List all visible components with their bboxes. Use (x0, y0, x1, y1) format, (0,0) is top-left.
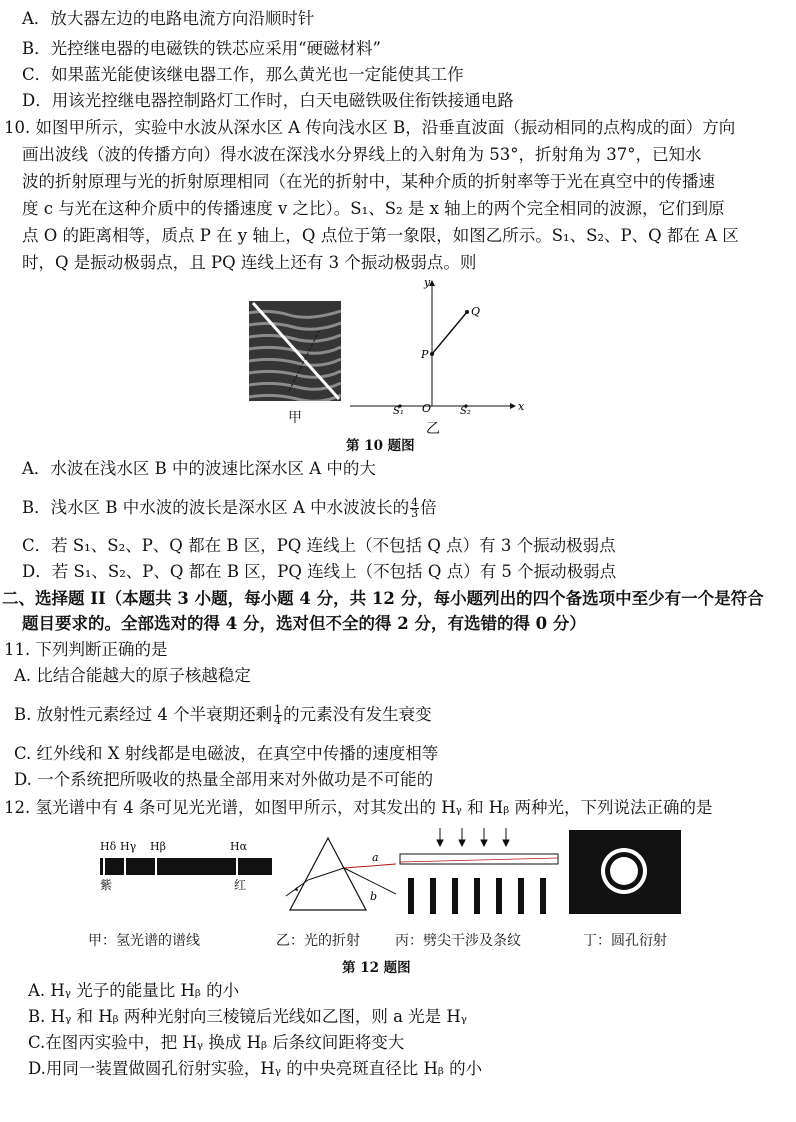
q10-option-a: A．水波在浅水区 B 中的波速比深水区 A 中的大 (22, 459, 376, 478)
central-bright-spot (610, 857, 638, 885)
circular-diffraction-figure (569, 830, 681, 914)
fig12-subcaption-bing: 丙：劈尖干涉及条纹 (395, 933, 521, 949)
fig10-caption: 第 10 题图 (346, 438, 415, 454)
fig12-subcaption-yi: 乙：光的折射 (276, 933, 360, 949)
fraction-four-thirds (410, 498, 419, 519)
q10-stem-line-4: 度 c 与光在这种介质中的传播速度 v 之比）。S₁、S₂ 是 x 轴上的两个完全相同的波源，它们到原 (22, 199, 725, 218)
fraction-numerator: 1 (274, 703, 282, 716)
q10-option-d: D．若 S₁、S₂、P、Q 都在 B 区，PQ 连线上（不包括 Q 点）有 5 个振动极弱点 (22, 562, 617, 581)
q12-option-a: A. Hᵧ 光子的能量比 Hᵦ 的小 (28, 981, 240, 1000)
y-axis-label: y (424, 276, 431, 289)
fig12-subcaption-ding: 丁：圆孔衍射 (583, 933, 667, 949)
water-wave-image (249, 301, 341, 401)
ray-a-label: a (372, 851, 379, 864)
q10-stem-line-1: 10. 如图甲所示，实验中水波从深水区 A 传向浅水区 B，沿垂直波面（振动相同的点构成的面）方向 (4, 118, 736, 137)
wedge-gap (400, 858, 558, 862)
q11-option-b-suffix: 的元素没有发生衰变 (283, 705, 432, 724)
fraction-denominator: 4 (274, 714, 282, 727)
hydrogen-spectrum-figure (100, 840, 272, 890)
point-q (465, 310, 469, 314)
x-axis-arrow (510, 403, 516, 409)
s1-label: S₁ (393, 406, 404, 417)
s2-label: S₂ (460, 406, 471, 417)
fig10-label-yi: 乙 (426, 421, 440, 437)
prism-refraction-figure (284, 834, 396, 914)
h-delta-label: Hδ (100, 840, 117, 853)
q9-option-c: C．如果蓝光能使该继电器工作，那么黄光也一定能使其工作 (22, 65, 464, 84)
refracted-ray (308, 868, 344, 880)
fraction-denominator: 3 (411, 507, 419, 520)
wedge-interference-figure (396, 826, 562, 918)
q-label: Q (471, 305, 481, 318)
q9-option-a: A．放大器左边的电路电流方向沿顺时针 (22, 9, 315, 28)
q10-stem-line-3: 波的折射原理与光的折射原理相同（在光的折射中，某种介质的折射率等于光在真空中的传播速 (22, 172, 715, 191)
q10-option-b-text: B．浅水区 B 中水波的波长是深水区 A 中水波波长的 (22, 498, 410, 517)
h-beta-label: Hβ (150, 840, 166, 853)
h-alpha-label: Hα (230, 840, 248, 853)
h-gamma-line (124, 858, 126, 875)
q11-option-c: C. 红外线和 X 射线都是电磁波，在真空中传播的速度相等 (14, 744, 439, 763)
q11-option-d: D. 一个系统把所吸收的热量全部用来对外做功是不可能的 (14, 770, 434, 789)
q10-stem-line-5: 点 O 的距离相等，质点 P 在 y 轴上，Q 点位于第一象限，如图乙所示。S₁、S₂、P、Q 都在 A 区 (22, 226, 739, 245)
fraction-numerator: 4 (411, 496, 419, 509)
interference-fringes (408, 878, 546, 914)
q12-option-b: B. Hᵧ 和 Hᵦ 两种光射向三棱镜后光线如乙图，则 a 光是 Hᵧ (28, 1007, 468, 1026)
q12-option-d: D.用同一装置做圆孔衍射实验，Hᵧ 的中央亮斑直径比 Hᵦ 的小 (28, 1059, 483, 1078)
fig12-subcaption-jia: 甲：氢光谱的谱线 (88, 933, 200, 949)
pq-line (432, 312, 467, 354)
q10-option-b-suffix: 倍 (420, 498, 437, 517)
h-delta-line (103, 858, 105, 875)
x-axis-label: x (518, 400, 525, 413)
q11-option-b (14, 702, 432, 728)
incident-light-arrows (437, 828, 509, 846)
q12-option-c: C.在图丙实验中，把 Hᵧ 换成 Hᵦ 后条纹间距将变大 (28, 1033, 405, 1052)
prism-triangle (290, 838, 366, 910)
water-wave-photo (249, 301, 341, 401)
fig10-label-jia: 甲 (288, 410, 302, 426)
q10-option-c: C．若 S₁、S₂、P、Q 都在 B 区，PQ 连线上（不包括 Q 点）有 3 个振动极弱点 (22, 536, 616, 555)
q11-stem: 11. 下列判断正确的是 (4, 640, 168, 659)
fraction-one-quarter (273, 705, 282, 726)
q11-option-b-text: B. 放射性元素经过 4 个半衰期还剩 (14, 705, 273, 724)
h-gamma-label: Hγ (120, 840, 137, 853)
fig10-coordinate-diagram (350, 272, 530, 432)
h-alpha-line (236, 858, 238, 875)
fig12-caption: 第 12 题图 (342, 960, 411, 976)
red-label: 红 (234, 878, 247, 892)
incident-ray (344, 864, 396, 868)
h-beta-line (155, 858, 157, 875)
q10-stem-line-6: 时，Q 是振动极弱点，且 PQ 连线上还有 3 个振动极弱点。则 (22, 253, 477, 272)
p-label: P (421, 348, 429, 361)
section2-header-line-1: 二、选择题 II（本题共 3 小题，每小题 4 分，共 12 分，每小题列出的四个备选项中至少有一个是符合 (2, 589, 764, 608)
q11-option-a: A. 比结合能越大的原子核越稳定 (14, 666, 251, 685)
point-p (430, 352, 434, 356)
q12-stem: 12. 氢光谱中有 4 条可见光光谱，如图甲所示，对其发出的 Hᵧ 和 Hᵦ 两种光，下列说法正确的是 (4, 798, 713, 817)
q10-option-b (22, 495, 437, 521)
q9-option-b: B．光控继电器的电磁铁的铁芯应采用“硬磁材料” (22, 39, 381, 58)
q9-option-d: D．用该光控继电器控制路灯工作时，白天电磁铁吸住衔铁接通电路 (22, 91, 514, 110)
q10-stem-line-2: 画出波线（波的传播方向）得水波在深浅水分界线上的入射角为 53°，折射角为 37°，已知水 (22, 145, 702, 164)
ray-b-label: b (370, 890, 378, 903)
section2-header-line-2: 题目要求的。全部选对的得 4 分，选对但不全的得 2 分，有选错的得 0 分） (22, 614, 586, 633)
violet-label: 紫 (100, 878, 113, 892)
origin-label: O (422, 402, 432, 415)
